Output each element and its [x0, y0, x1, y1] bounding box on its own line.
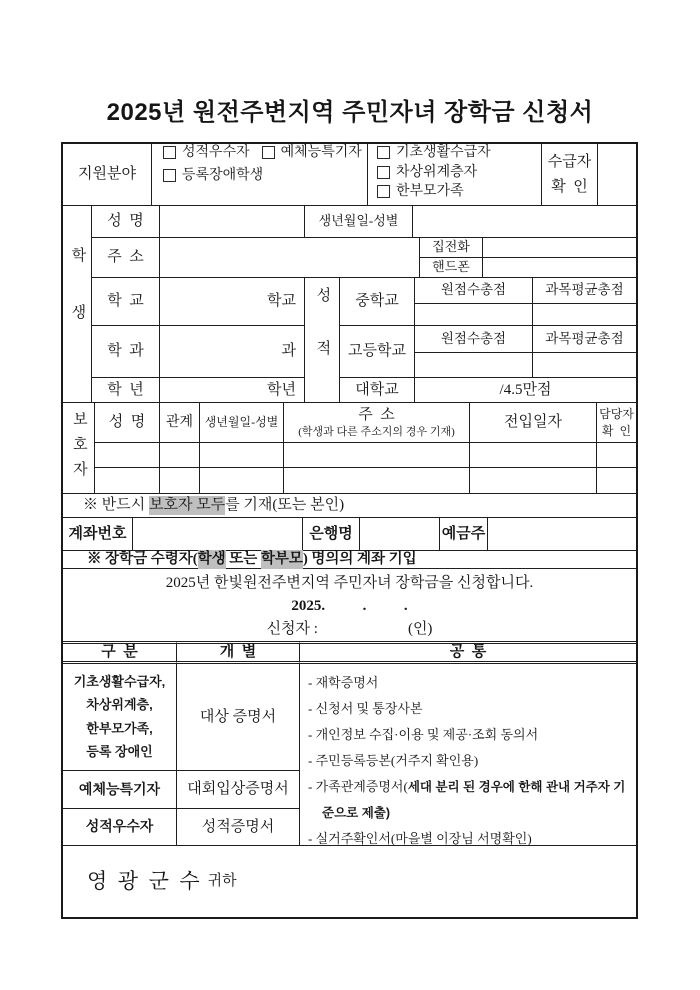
recipient-confirm-cell: [598, 144, 636, 206]
docs-category-basic: 기초생활수급자, 차상위계층, 한부모가족, 등록 장애인: [63, 664, 177, 771]
account-number-label: 계좌번호: [63, 518, 133, 551]
docs-category-arts: 예체능특기자: [63, 771, 177, 809]
declaration-applicant: 신청자 : (인): [266, 620, 433, 637]
checkbox-icon: [377, 146, 390, 159]
home-phone-label: 집전화: [420, 238, 483, 258]
guardian-row-cell: [95, 443, 160, 468]
docs-individual-merit: 성적증명서: [177, 809, 300, 846]
checkbox-icon: [377, 185, 390, 198]
page-title: 2025년 원전주변지역 주민자녀 장학금 신청서: [106, 99, 594, 126]
avg-score-header: 과목평균총점: [533, 326, 636, 353]
option-label: 기초생활수급자: [396, 145, 491, 160]
home-phone-cell: [483, 238, 636, 258]
guardian-row-cell: [284, 443, 470, 468]
checkbox-icon: [262, 146, 275, 159]
student-section-label: 학생: [63, 206, 92, 403]
guardian-row-cell: [160, 443, 200, 468]
apply-type-checkbox-group2: [368, 144, 542, 206]
recipient-confirm-label: 수급자 확 인: [542, 144, 598, 206]
checkbox-icon: [377, 166, 390, 179]
checkbox-icon: [163, 169, 176, 182]
addressee-line: [63, 846, 636, 917]
mid-avg-score-cell: [533, 304, 636, 326]
guardian-row-cell: [200, 468, 284, 494]
declaration-sentence: 2025년 한빛원전주변지역 주민자녀 장학금을 신청합니다.: [165, 575, 534, 591]
raw-score-header: 원점수총점: [415, 326, 533, 353]
student-name-label: 성 명: [92, 206, 160, 238]
bank-name-label: 은행명: [303, 518, 360, 551]
option-label: 예체능특기자: [280, 145, 362, 160]
holder-label: 예금주: [440, 518, 488, 551]
university-label: 대학교: [340, 378, 415, 403]
docs-category-merit: 성적우수자: [63, 809, 177, 846]
bank-name-cell: [360, 518, 440, 551]
doc-item: - 신청서 및 통장사본: [308, 701, 423, 716]
guardian-relation-header: 관계: [160, 403, 200, 443]
guardian-section-label: 보호자: [63, 403, 95, 494]
avg-score-header: 과목평균총점: [533, 278, 636, 304]
addressee-name: 영 광 군 수: [87, 869, 200, 894]
account-number-cell: [133, 518, 303, 551]
guardian-row-cell: [597, 443, 636, 468]
movein-date-header: 전입일자: [470, 403, 597, 443]
account-note: ※ 장학금 수령자( 학생 또는 학부모 ) 명의의 계좌 기입: [63, 551, 636, 569]
dept-cell: 과: [160, 326, 305, 378]
score-section-label: 성적: [305, 278, 340, 403]
holder-cell: [488, 518, 636, 551]
student-birth-cell: [413, 206, 636, 238]
doc-item: - 재학증명서: [308, 675, 379, 690]
docs-header-common: 공 통: [300, 641, 636, 664]
guardian-row-cell: [470, 468, 597, 494]
apply-field-label: 지원분야: [63, 144, 152, 206]
option-label: 차상위계층자: [396, 164, 478, 180]
high-school-label: 고등학교: [340, 326, 415, 378]
staff-confirm-header: 담당자 확 인: [597, 403, 636, 443]
school-label: 학 교: [92, 278, 160, 326]
guardian-note: ※ 반드시 보호자 모두 를 기재(또는 본인): [63, 494, 636, 518]
high-avg-score-cell: [533, 353, 636, 378]
option-label: 등록장애학생: [182, 167, 264, 183]
apply-type-checkbox-group1: [152, 144, 368, 206]
doc-item: - 실거주확인서(마을별 이장님 서명확인): [308, 831, 532, 846]
guardian-row-cell: [160, 468, 200, 494]
declaration-date: 2025. . .: [291, 597, 408, 614]
middle-school-label: 중학교: [340, 278, 415, 326]
doc-item: - 주민등록등본(거주지 확인용): [308, 753, 479, 768]
docs-header-category: 구 분: [63, 641, 177, 664]
docs-common-list: [300, 664, 636, 846]
school-cell: 학교: [160, 278, 305, 326]
student-name-cell: [160, 206, 305, 238]
checkbox-icon: [163, 146, 176, 159]
dept-label: 학 과: [92, 326, 160, 378]
student-address-cell: [160, 238, 420, 278]
docs-individual-basic: 대상 증명서: [177, 664, 300, 771]
declaration-block: [63, 569, 636, 641]
mobile-phone-label: 핸드폰: [420, 258, 483, 278]
student-birth-label: 생년월일-성별: [305, 206, 413, 238]
docs-individual-arts: 대회입상증명서: [177, 771, 300, 809]
addressee-suffix: 귀하: [207, 873, 237, 890]
guardian-name-header: 성 명: [95, 403, 160, 443]
high-raw-score-cell: [415, 353, 533, 378]
guardian-row-cell: [470, 443, 597, 468]
raw-score-header: 원점수총점: [415, 278, 533, 304]
guardian-row-cell: [200, 443, 284, 468]
guardian-row-cell: [597, 468, 636, 494]
docs-header-individual: 개 별: [177, 641, 300, 664]
grade-cell: 학년: [160, 378, 305, 403]
option-label: 성적우수자: [182, 145, 250, 160]
doc-item: - 개인정보 수집·이용 및 제공·조회 동의서: [308, 727, 539, 742]
university-gpa-cell: /4.5만점: [415, 378, 636, 403]
mobile-phone-cell: [483, 258, 636, 278]
guardian-row-cell: [95, 468, 160, 494]
student-address-label: 주 소: [92, 238, 160, 278]
guardian-row-cell: [284, 468, 470, 494]
guardian-birth-header: 생년월일-성별: [200, 403, 284, 443]
application-table: [61, 142, 638, 919]
doc-item: - 가족관계증명서(세대 분리 된 경우에 한해 관내 거주자 기준으로 제출): [308, 779, 626, 820]
option-label: 한부모가족: [396, 184, 464, 199]
grade-label: 학 년: [92, 378, 160, 403]
mid-raw-score-cell: [415, 304, 533, 326]
guardian-address-header: 주 소 (학생과 다른 주소지의 경우 기재): [284, 403, 470, 443]
